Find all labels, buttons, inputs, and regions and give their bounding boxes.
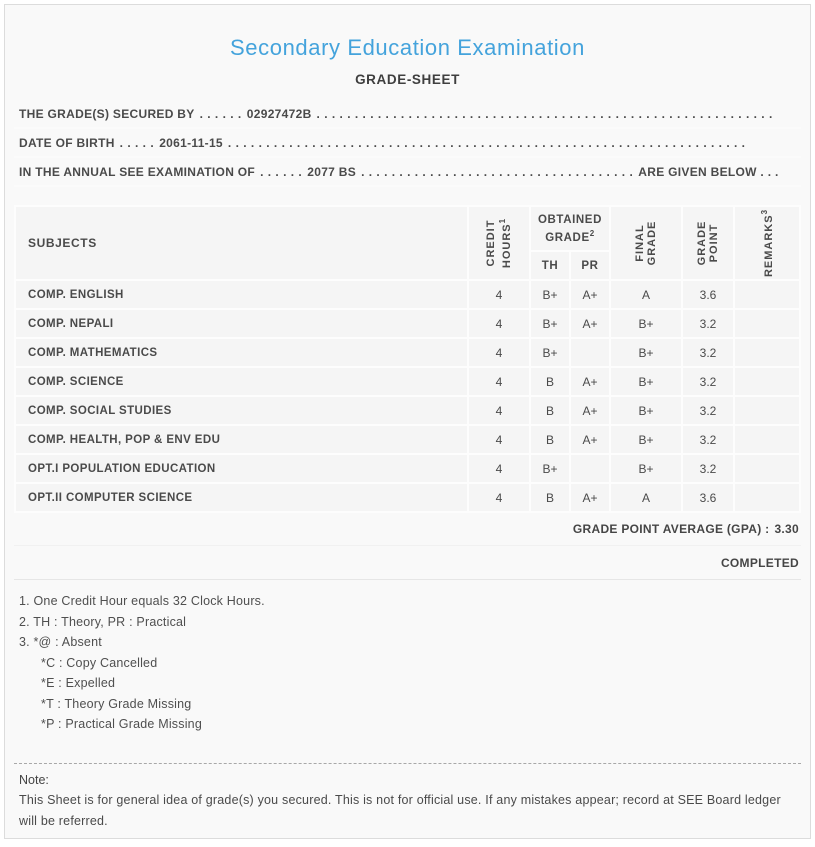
table-row (16, 339, 799, 366)
symbol-number-value: 02927472B (246, 106, 312, 121)
footnote-th-pr: 2. TH : Theory, PR : Practical (19, 614, 187, 629)
subjects-header: SUBJECTS (16, 207, 467, 279)
practical-grade-cell: A+ (571, 397, 609, 424)
dot-leader: . . . . . . . . . . . . . . . . . . . . . . . . . . . . . . . . . . . . . . . . . . . . . . . . . . . . . . . . . . . . . . . . . . . . (227, 135, 746, 150)
theory-grade-cell: B (531, 368, 569, 395)
grades-table (14, 205, 801, 513)
note-text: This Sheet is for general idea of grade(s) you secured. This is not for official use. If any mistakes appear; record at SEE Board ledger will be referred. (19, 792, 781, 828)
info-line-secured-by (14, 100, 801, 129)
final-grade-cell: A (611, 484, 681, 511)
subject-cell: COMP. HEALTH, POP & ENV EDU (16, 426, 467, 453)
theory-column-header: TH (531, 252, 569, 279)
theory-grade-cell: B+ (531, 281, 569, 308)
practical-grade-cell (571, 455, 609, 482)
theory-grade-cell: B (531, 426, 569, 453)
remarks-cell (735, 397, 799, 424)
remarks-cell (735, 310, 799, 337)
remarks-cell (735, 484, 799, 511)
footnote-credit-hour: 1. One Credit Hour equals 32 Clock Hours. (19, 594, 265, 608)
grade-point-cell: 3.2 (683, 368, 733, 395)
final-grade-cell: B+ (611, 368, 681, 395)
table-row (16, 484, 799, 511)
footnote-absent: 3. *@ : Absent (19, 635, 102, 649)
subject-cell: OPT.II COMPUTER SCIENCE (16, 484, 467, 511)
dot-leader: . . . . . . (199, 106, 242, 121)
practical-grade-cell: A+ (571, 281, 609, 308)
practical-grade-cell: A+ (571, 310, 609, 337)
remarks-cell (735, 339, 799, 366)
subject-cell: COMP. ENGLISH (16, 281, 467, 308)
obtained-grade-header: OBTAINED GRADE$^2$ (531, 207, 609, 250)
credit-hours-cell: 4 (469, 426, 529, 453)
credit-hours-cell: 4 (469, 484, 529, 511)
note-label: Note: (19, 772, 49, 787)
subject-cell: OPT.I POPULATION EDUCATION (16, 455, 467, 482)
credit-hours-cell: 4 (469, 368, 529, 395)
final-grade-cell: B+ (611, 310, 681, 337)
credit-hours-cell: 4 (469, 455, 529, 482)
result-status-row (14, 546, 801, 579)
dot-leader: . . . . . . . . . . . . . . . . . . . . . . . . . . . . . . . . . . . . (361, 164, 634, 179)
credit-hours-cell: 4 (469, 281, 529, 308)
gpa-row (14, 513, 801, 546)
practical-grade-cell: A+ (571, 368, 609, 395)
theory-grade-cell: B+ (531, 310, 569, 337)
final-grade-cell: A (611, 281, 681, 308)
subject-cell: COMP. NEPALI (16, 310, 467, 337)
grade-point-header: GRADE POINT (683, 207, 733, 279)
grade-point-cell: 3.2 (683, 339, 733, 366)
credit-hours-cell: 4 (469, 339, 529, 366)
grade-point-cell: 3.2 (683, 426, 733, 453)
gpa-label: GRADE POINT AVERAGE (GPA) : (572, 522, 770, 536)
table-row (16, 426, 799, 453)
date-of-birth-value: 2061-11-15 (159, 135, 223, 150)
examination-suffix: ARE GIVEN BELOW . . . (638, 164, 779, 179)
remarks-cell (735, 368, 799, 395)
dot-leader: . . . . . . . . . . . . . . . . . . . . . . . . . . . . . . . . . . . . . . . . . . . . . . . . . . . . . . . . . . . . (316, 106, 773, 121)
credit-hours-cell: 4 (469, 397, 529, 424)
practical-column-header: PR (571, 252, 609, 279)
result-status: COMPLETED (720, 555, 799, 570)
credit-hours-cell: 4 (469, 310, 529, 337)
remarks-cell (735, 426, 799, 453)
table-row (16, 397, 799, 424)
subject-cell: COMP. SCIENCE (16, 368, 467, 395)
info-line-examination (14, 158, 801, 187)
remarks-header: REMARKS$^3$ (735, 207, 799, 279)
table-row (16, 310, 799, 337)
grade-point-cell: 3.6 (683, 484, 733, 511)
subject-cell: COMP. SOCIAL STUDIES (16, 397, 467, 424)
page-title: Secondary Education Examination (230, 35, 585, 60)
practical-grade-cell: A+ (571, 426, 609, 453)
grade-point-cell: 3.6 (683, 281, 733, 308)
summary-section (14, 513, 801, 580)
grade-point-cell: 3.2 (683, 310, 733, 337)
remarks-cell (735, 455, 799, 482)
dot-leader: . . . . . . (260, 164, 303, 179)
gpa-value: 3.30 (774, 522, 799, 536)
grade-point-cell: 3.2 (683, 397, 733, 424)
final-grade-header: FINAL GRADE (611, 207, 681, 279)
footnotes (14, 591, 801, 735)
examination-year-value: 2077 BS (307, 164, 357, 179)
examination-label: IN THE ANNUAL SEE EXAMINATION OF (19, 164, 256, 179)
subject-cell: COMP. MATHEMATICS (16, 339, 467, 366)
theory-grade-cell: B+ (531, 339, 569, 366)
theory-grade-cell: B (531, 397, 569, 424)
practical-grade-cell (571, 339, 609, 366)
dot-leader: . . . . . (119, 135, 155, 150)
final-grade-cell: B+ (611, 426, 681, 453)
footnote-expelled: *E : Expelled (41, 676, 116, 690)
final-grade-cell: B+ (611, 397, 681, 424)
table-row (16, 281, 799, 308)
page-subtitle: GRADE-SHEET (355, 72, 460, 87)
footnote-theory-missing: *T : Theory Grade Missing (41, 696, 192, 711)
footnote-copy-cancelled: *C : Copy Cancelled (41, 655, 158, 670)
grade-point-cell: 3.2 (683, 455, 733, 482)
table-row (16, 455, 799, 482)
grade-sheet (4, 4, 811, 839)
practical-grade-cell: A+ (571, 484, 609, 511)
table-row (16, 368, 799, 395)
remarks-cell (735, 281, 799, 308)
final-grade-cell: B+ (611, 455, 681, 482)
date-of-birth-label: DATE OF BIRTH (19, 135, 115, 150)
final-grade-cell: B+ (611, 339, 681, 366)
dashed-divider (14, 763, 801, 764)
theory-grade-cell: B (531, 484, 569, 511)
credit-hours-header: CREDIT HOURS$^1$ (469, 207, 529, 279)
footnote-practical-missing: *P : Practical Grade Missing (41, 717, 202, 731)
info-line-date-of-birth (14, 129, 801, 158)
secured-by-label: THE GRADE(S) SECURED BY (19, 106, 195, 121)
theory-grade-cell: B+ (531, 455, 569, 482)
student-info (14, 100, 801, 187)
